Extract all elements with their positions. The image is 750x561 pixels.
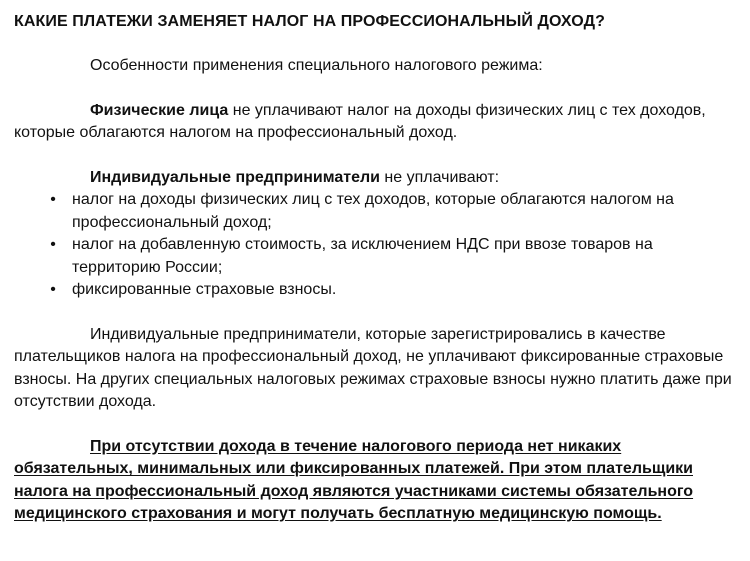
- list-item-text: налог на доходы физических лиц с тех доходов, которые облагаются налогом на профессиональный доход;: [72, 191, 674, 231]
- individuals-text: не уплачивают налог на доходы физических лиц с тех доходов, которые облагаются налогом на профессиональный доход.: [14, 101, 706, 141]
- bullet-icon: •: [50, 191, 56, 208]
- document-title: КАКИЕ ПЛАТЕЖИ ЗАМЕНЯЕТ НАЛОГ НА ПРОФЕССИОНАЛЬНЫЙ ДОХОД?: [14, 13, 605, 30]
- contributions-paragraph: Индивидуальные предприниматели, которые зарегистрировались в качестве плательщиков налога на профессиональный доход, не уплачивают фиксированные страховые взносы. На других специальных налоговых режимах страховые взносы нужно платить даже при отсутствии дохода.: [14, 325, 732, 410]
- list-item: [50, 189, 736, 234]
- bullet-icon: •: [50, 236, 56, 253]
- entrepreneurs-text: не уплачивают:: [379, 168, 500, 186]
- list-item: [50, 279, 736, 302]
- section-subtitle: Особенности применения специального налогового режима:: [90, 57, 543, 74]
- list-item-text: налог на добавленную стоимость, за исключением НДС при ввозе товаров на территорию России;: [72, 236, 653, 276]
- entrepreneurs-intro: [14, 167, 736, 190]
- emphasis-paragraph: При отсутствии дохода в течение налогового периода нет никаких обязательных, минимальных или фиксированных платежей. При этом плательщики налога на профессиональный доход являются участниками системы обязательного медицинского страхования и могут получать бесплатную медицинскую помощь.: [14, 437, 694, 522]
- entrepreneurs-list: [14, 189, 736, 302]
- individuals-paragraph: [14, 100, 736, 145]
- entrepreneurs-term: Индивидуальные предприниматели: [90, 168, 380, 186]
- list-item-text: фиксированные страховые взносы.: [72, 281, 337, 298]
- bullet-icon: •: [50, 281, 56, 298]
- list-item: [50, 234, 736, 279]
- individuals-term: Физические лица: [90, 101, 229, 119]
